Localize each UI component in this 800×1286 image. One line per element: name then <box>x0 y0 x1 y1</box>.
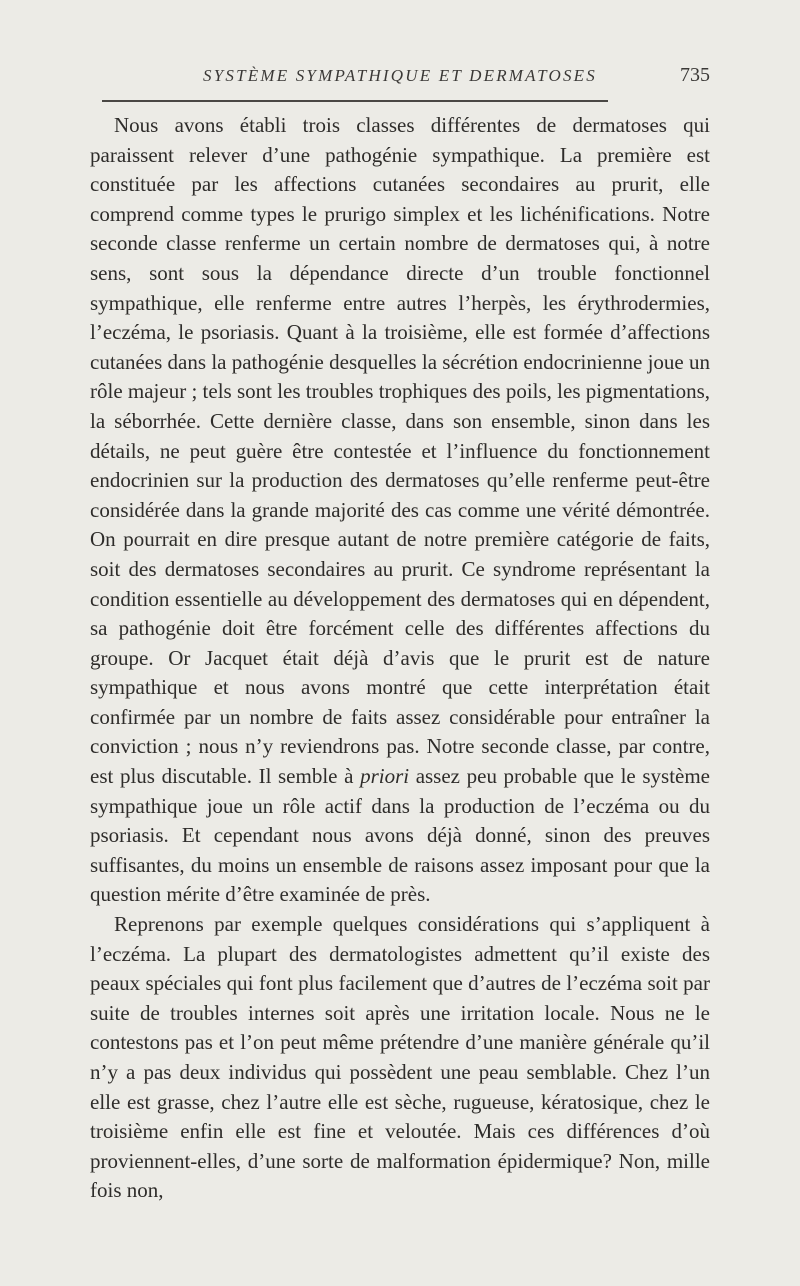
paragraph: Reprenons par exemple quelques considérations qui s’appliquent à l’eczéma. La plupart des dermatologistes admettent qu’il existe des peaux spéciales qui font plus facilement que d’autres de l’eczéma soit par suite de troubles internes soit après une irritation locale. Nous ne le contestons pas et l’on peut même prétendre d’une manière générale qu’il n’y a pas deux individus qui possèdent une peau semblable. Chez l’un elle est grasse, chez l’autre elle est sèche, rugueuse, kératosique, chez le troisième enfin elle est fine et veloutée. Mais ces différences d’où proviennent-elles, d’une sorte de malformation épidermique? Non, mille fois non, <box>90 912 710 1203</box>
header-rule <box>102 100 608 102</box>
italic-term: priori <box>360 764 410 789</box>
page-header <box>90 64 710 94</box>
running-title: SYSTÈME SYMPATHIQUE ET DERMATOSES <box>203 66 597 85</box>
paragraph <box>90 111 710 910</box>
body-text <box>90 111 710 1206</box>
paragraph-text: Nous avons établi trois classes différentes de dermatoses qui paraissent relever d’une pathogénie sympathique. La première est constituée par les affections cutanées secondaires au prurit, elle comprend comme types le prurigo simplex et les lichénifications. Notre seconde classe renferme un certain nombre de dermatoses qui, à notre sens, sont sous la dépendance directe d’un trouble fonctionnel sympathique, elle renferme entre autres l’herpès, les érythrodermies, l’eczéma, le psoriasis. Quant à la troisième, elle est formée d’affections cutanées dans la pathogénie desquelles la sécrétion endocrinienne joue un rôle majeur ; tels sont les troubles trophiques des poils, les pigmentations, la séborrhée. Cette dernière classe, dans son ensemble, sinon dans les détails, ne peut guère être contestée et l’influence du fonctionnement endocrinien sur la production des dermatoses qu’elle renferme peut-être considérée dans la grande majorité des cas comme une vérité démontrée. On pourrait en dire presque autant de notre première catégorie de faits, soit des dermatoses secondaires au prurit. Ce syndrome représentant la condition essentielle au développement des dermatoses qui en dépendent, sa pathogénie doit être forcément celle des différentes affections du groupe. Or Jacquet était déjà d’avis que le prurit est de nature sympathique et nous avons montré que cette interprétation était confirmée par un nombre de faits assez considérable pour entraîner la conviction ; nous n’y reviendrons pas. Notre seconde classe, par contre, est plus discutable. Il semble à <box>90 113 710 789</box>
page-number: 735 <box>680 64 710 86</box>
paragraph-text: assez peu probable que le système sympathique joue un rôle actif dans la production de l’eczéma ou du psoriasis. Et cependant nous avons déjà donné, sinon des preuves suffisantes, du moins un ensemble de raisons assez imposant pour que la question mérite d’être examinée de près. <box>90 764 711 907</box>
